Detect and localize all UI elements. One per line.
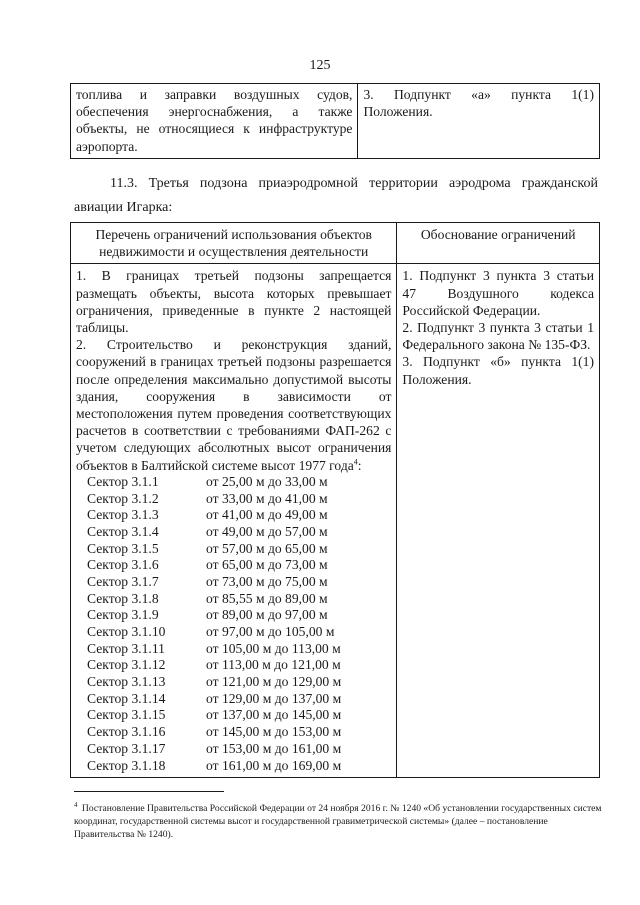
sector-height-range: от 85,55 м до 89,00 м xyxy=(206,590,328,606)
sector-height-range: от 129,00 м до 137,00 м xyxy=(206,690,342,706)
continued-table xyxy=(70,83,600,159)
sector-row xyxy=(76,758,391,775)
text-line: объекты, не относящиеся к инфраструктуре xyxy=(76,121,353,137)
table-header-row xyxy=(71,223,600,264)
sector-row xyxy=(76,491,391,508)
sector-row xyxy=(76,607,391,624)
sector-name: Сектор 3.1.12 xyxy=(87,657,166,673)
text-line: Положения. xyxy=(363,104,433,120)
sector-name: Сектор 3.1.15 xyxy=(87,707,166,723)
section-heading-line: 11.3. Третья подзона приаэродромной территории аэродрома гражданской xyxy=(110,176,598,191)
footnote xyxy=(74,799,602,841)
sector-name: Сектор 3.1.2 xyxy=(87,490,159,506)
sector-row xyxy=(76,724,391,741)
sector-height-range: от 73,00 м до 75,00 м xyxy=(206,573,328,589)
sector-name: Сектор 3.1.1 xyxy=(87,473,159,489)
sector-name: Сектор 3.1.7 xyxy=(87,573,159,589)
sector-height-range: от 137,00 м до 145,00 м xyxy=(206,707,342,723)
text-line: 3. Подпункт «а» пункта 1(1) xyxy=(363,87,594,102)
sector-height-range: от 33,00 м до 41,00 м xyxy=(206,490,328,506)
sector-row xyxy=(76,541,391,558)
sector-row xyxy=(76,574,391,591)
sector-height-range: от 153,00 м до 161,00 м xyxy=(206,740,342,756)
continued-restriction-cell xyxy=(71,84,358,159)
sector-row xyxy=(76,641,391,658)
footnote-divider xyxy=(74,791,224,792)
text-line: топлива и заправки воздушных судов, xyxy=(76,87,353,102)
sector-height-range: от 161,00 м до 169,00 м xyxy=(206,757,342,773)
sector-height-range: от 65,00 м до 73,00 м xyxy=(206,557,328,573)
text-line: обеспечения энергоснабжения, а также xyxy=(76,104,353,120)
sector-row xyxy=(76,624,391,641)
sector-row xyxy=(76,474,391,491)
sector-row xyxy=(76,707,391,724)
sector-name: Сектор 3.1.9 xyxy=(87,607,159,623)
restriction-item-2-text: 2. Строительство и реконструкция зданий, сооружений в границах третьей подзоны разрешается после определения максимально допустимой высоты здания, сооружения в зависимости от местоположения путем проведения соответствующих расчетов в соответствии с требованиями ФАП-262 с учетом следующих абсолютных высот ограничения объектов в Балтийской системе высот 1977 года xyxy=(76,337,392,473)
restriction-item-2-end: : xyxy=(357,457,362,473)
sector-name: Сектор 3.1.3 xyxy=(87,507,159,523)
restrictions-table xyxy=(70,222,600,778)
sector-name: Сектор 3.1.4 xyxy=(87,523,159,539)
section-heading-line: авиации Игарка: xyxy=(74,200,173,215)
footnote-reference: 4 xyxy=(353,457,358,467)
footnote-mark: 4 xyxy=(74,801,78,809)
column-header-basis: Обоснование ограничений xyxy=(397,223,600,264)
sector-row xyxy=(76,591,391,608)
column-header-restrictions: Перечень ограничений использования объектов недвижимости и осуществления деятельности xyxy=(71,223,397,264)
sector-height-range: от 145,00 м до 153,00 м xyxy=(206,724,342,740)
sector-height-range: от 97,00 м до 105,00 м xyxy=(206,624,335,640)
section-heading xyxy=(74,172,598,220)
sector-row xyxy=(76,741,391,758)
sector-height-range: от 113,00 м до 121,00 м xyxy=(206,657,341,673)
text-line: аэропорта. xyxy=(76,138,138,154)
sector-name: Сектор 3.1.18 xyxy=(87,757,166,773)
sector-name: Сектор 3.1.11 xyxy=(87,640,165,656)
basis-item-2: 2. Подпункт 3 пункта 3 статьи 1 Федерального закона № 135-ФЗ. xyxy=(402,320,594,353)
sector-height-range: от 57,00 м до 65,00 м xyxy=(206,540,328,556)
restrictions-cell xyxy=(71,264,397,778)
sector-name: Сектор 3.1.16 xyxy=(87,724,166,740)
sector-height-range: от 105,00 м до 113,00 м xyxy=(206,640,341,656)
sector-height-range: от 89,00 м до 97,00 м xyxy=(206,607,328,623)
sector-row xyxy=(76,507,391,524)
sector-height-range: от 121,00 м до 129,00 м xyxy=(206,674,342,690)
page-number: 125 xyxy=(309,58,331,73)
sector-height-range: от 41,00 м до 49,00 м xyxy=(206,507,328,523)
sector-row xyxy=(76,557,391,574)
table-row xyxy=(71,264,600,778)
sector-name: Сектор 3.1.13 xyxy=(87,674,166,690)
sector-name: Сектор 3.1.10 xyxy=(87,624,166,640)
sector-name: Сектор 3.1.14 xyxy=(87,690,166,706)
sector-height-range: от 49,00 м до 57,00 м xyxy=(206,523,328,539)
sector-row xyxy=(76,691,391,708)
sector-name: Сектор 3.1.17 xyxy=(87,740,166,756)
sector-name: Сектор 3.1.8 xyxy=(87,590,159,606)
sector-row xyxy=(76,657,391,674)
continued-basis-cell xyxy=(358,84,600,159)
restriction-item-1: 1. В границах третьей подзоны запрещается размещать объекты, высота которых превышает ограничения, приведенные в пункте 2 настоящей таблицы. xyxy=(76,268,392,336)
sector-list xyxy=(76,474,391,774)
footnote-text: Постановление Правительства Российской Федерации от 24 ноября 2016 г. № 1240 «Об установлении государственных систем координат, государственной системы высот и государственной гравиметрической системы» (далее – постановление Правительства № 1240). xyxy=(74,803,602,841)
sector-row xyxy=(76,524,391,541)
sector-height-range: от 25,00 м до 33,00 м xyxy=(206,473,328,489)
basis-item-1: 1. Подпункт 3 пункта 3 статьи 47 Воздушного кодекса Российской Федерации. xyxy=(402,268,594,318)
basis-item-3: 3. Подпункт «б» пункта 1(1) Положения. xyxy=(402,354,594,387)
sector-row xyxy=(76,674,391,691)
sector-name: Сектор 3.1.6 xyxy=(87,557,159,573)
restriction-item-2 xyxy=(76,336,391,474)
sector-name: Сектор 3.1.5 xyxy=(87,540,159,556)
basis-cell xyxy=(397,264,600,778)
